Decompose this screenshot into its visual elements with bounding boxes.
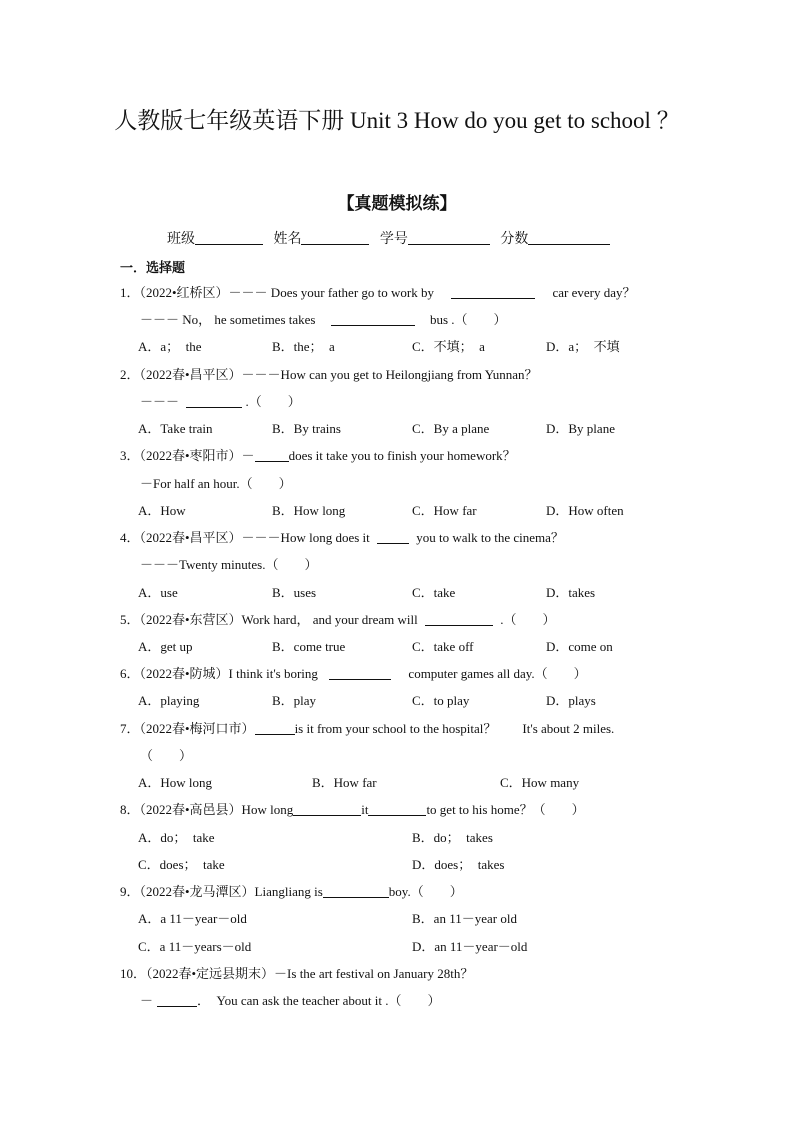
q8-blank-1[interactable] — [293, 802, 361, 816]
q2-option-b[interactable]: B．By trains — [272, 421, 341, 436]
student-info-row — [167, 228, 616, 248]
page-title: 人教版七年级英语下册 Unit 3 How do you get to school ？ — [114, 108, 680, 133]
section-title: 一．选择题 — [120, 261, 186, 276]
question-3-line-1: 3．（2022春•枣阳市）－ does it take you to finish your homework？ — [120, 448, 516, 463]
question-1-line-1: 1．（2022•红桥区）－－－ Does your father go to work by car every day？ — [120, 285, 636, 300]
q9-blank[interactable] — [323, 884, 389, 898]
question-8-line-1: 8．（2022春•高邑县）How long it to get to his home？（ ） — [120, 802, 585, 817]
score-field: 分数 — [500, 228, 610, 248]
q3-option-b[interactable]: B．How long — [272, 503, 346, 518]
q7-option-c[interactable]: C．How many — [500, 775, 580, 790]
question-9-line-1: 9．（2022春•龙马潭区）Liangliang is boy.（ ） — [120, 884, 463, 899]
q9-option-d[interactable]: D．an 11－year－old — [412, 939, 528, 954]
page-subtitle: 【真题模拟练】 — [337, 194, 457, 214]
q6-blank[interactable] — [329, 666, 391, 680]
q4-blank[interactable] — [377, 530, 409, 544]
question-3-line-2: －For half an hour.（ ） — [140, 476, 292, 491]
q2-option-a[interactable]: A．Take train — [138, 421, 213, 436]
score-blank[interactable] — [528, 230, 610, 245]
class-blank[interactable] — [195, 230, 263, 245]
q1-blank-1[interactable] — [451, 285, 535, 299]
q9-option-a[interactable]: A．a 11－year－old — [138, 911, 247, 926]
q8-option-c[interactable]: C．does； take — [138, 857, 225, 872]
id-blank[interactable] — [408, 230, 490, 245]
q10-blank[interactable] — [157, 993, 197, 1007]
q3-option-c[interactable]: C．How far — [412, 503, 477, 518]
q9-option-c[interactable]: C．a 11－years－old — [138, 939, 252, 954]
q2-blank[interactable] — [186, 394, 242, 408]
q1-option-a[interactable]: A．a； the — [138, 339, 202, 354]
q8-option-d[interactable]: D．does； takes — [412, 857, 505, 872]
q2-option-c[interactable]: C．By a plane — [412, 421, 490, 436]
q8-option-b[interactable]: B．do； takes — [412, 830, 493, 845]
q1-option-d[interactable]: D．a； 不填 — [546, 339, 620, 354]
q7-option-b[interactable]: B．How far — [312, 775, 377, 790]
q6-option-b[interactable]: B．play — [272, 693, 317, 708]
q3-option-d[interactable]: D．How often — [546, 503, 624, 518]
question-6-line-1: 6．（2022春•防城）I think it's boring computer games all day.（ ） — [120, 666, 587, 681]
question-10-line-1: 10．（2022春•定远县期末）－Is the art festival on January 28th？ — [120, 966, 474, 981]
question-10-line-2: － ． You can ask the teacher about it .（ ） — [140, 993, 441, 1008]
q3-option-a[interactable]: A．How — [138, 503, 186, 518]
q5-option-b[interactable]: B．come true — [272, 639, 346, 654]
question-7-line-1: 7．（2022春•梅河口市） is it from your school to the hospital？ It's about 2 miles. — [120, 721, 615, 736]
q7-blank[interactable] — [255, 721, 295, 735]
q4-option-b[interactable]: B．uses — [272, 585, 317, 600]
q1-option-b[interactable]: B．the； a — [272, 339, 335, 354]
q5-option-c[interactable]: C．take off — [412, 639, 474, 654]
q9-option-b[interactable]: B．an 11－year old — [412, 911, 517, 926]
question-4-line-2: －－－Twenty minutes.（ ） — [140, 557, 318, 572]
q1-option-c[interactable]: C．不填； a — [412, 339, 485, 354]
question-1-line-2: －－－ No， he sometimes takes bus .（ ） — [140, 312, 507, 327]
q5-option-a[interactable]: A．get up — [138, 639, 193, 654]
q5-blank[interactable] — [425, 612, 493, 626]
question-2-line-2: －－－ .（ ） — [140, 394, 301, 409]
question-7-line-2: （ ） — [140, 748, 193, 763]
q7-option-a[interactable]: A．How long — [138, 775, 213, 790]
q4-option-a[interactable]: A．use — [138, 585, 178, 600]
q8-option-a[interactable]: A．do； take — [138, 830, 215, 845]
q6-option-a[interactable]: A．playing — [138, 693, 200, 708]
q1-blank-2[interactable] — [331, 312, 415, 326]
name-field: 姓名 — [273, 228, 369, 248]
class-field: 班级 — [167, 228, 263, 248]
q2-option-d[interactable]: D．By plane — [546, 421, 615, 436]
q3-blank[interactable] — [255, 448, 289, 462]
question-5-line-1: 5．（2022春•东营区）Work hard， and your dream will .（ ） — [120, 612, 556, 627]
question-2-line-1: 2．（2022春•昌平区）－－－How can you get to Heilongjiang from Yunnan？ — [120, 367, 538, 382]
question-4-line-1: 4．（2022春•昌平区）－－－How long does it you to walk to the cinema？ — [120, 530, 564, 545]
q6-option-d[interactable]: D．plays — [546, 693, 596, 708]
q8-blank-2[interactable] — [368, 802, 426, 816]
q4-option-c[interactable]: C．take — [412, 585, 456, 600]
id-field: 学号 — [380, 228, 490, 248]
q4-option-d[interactable]: D．takes — [546, 585, 596, 600]
q5-option-d[interactable]: D．come on — [546, 639, 613, 654]
name-blank[interactable] — [301, 230, 369, 245]
q6-option-c[interactable]: C．to play — [412, 693, 470, 708]
